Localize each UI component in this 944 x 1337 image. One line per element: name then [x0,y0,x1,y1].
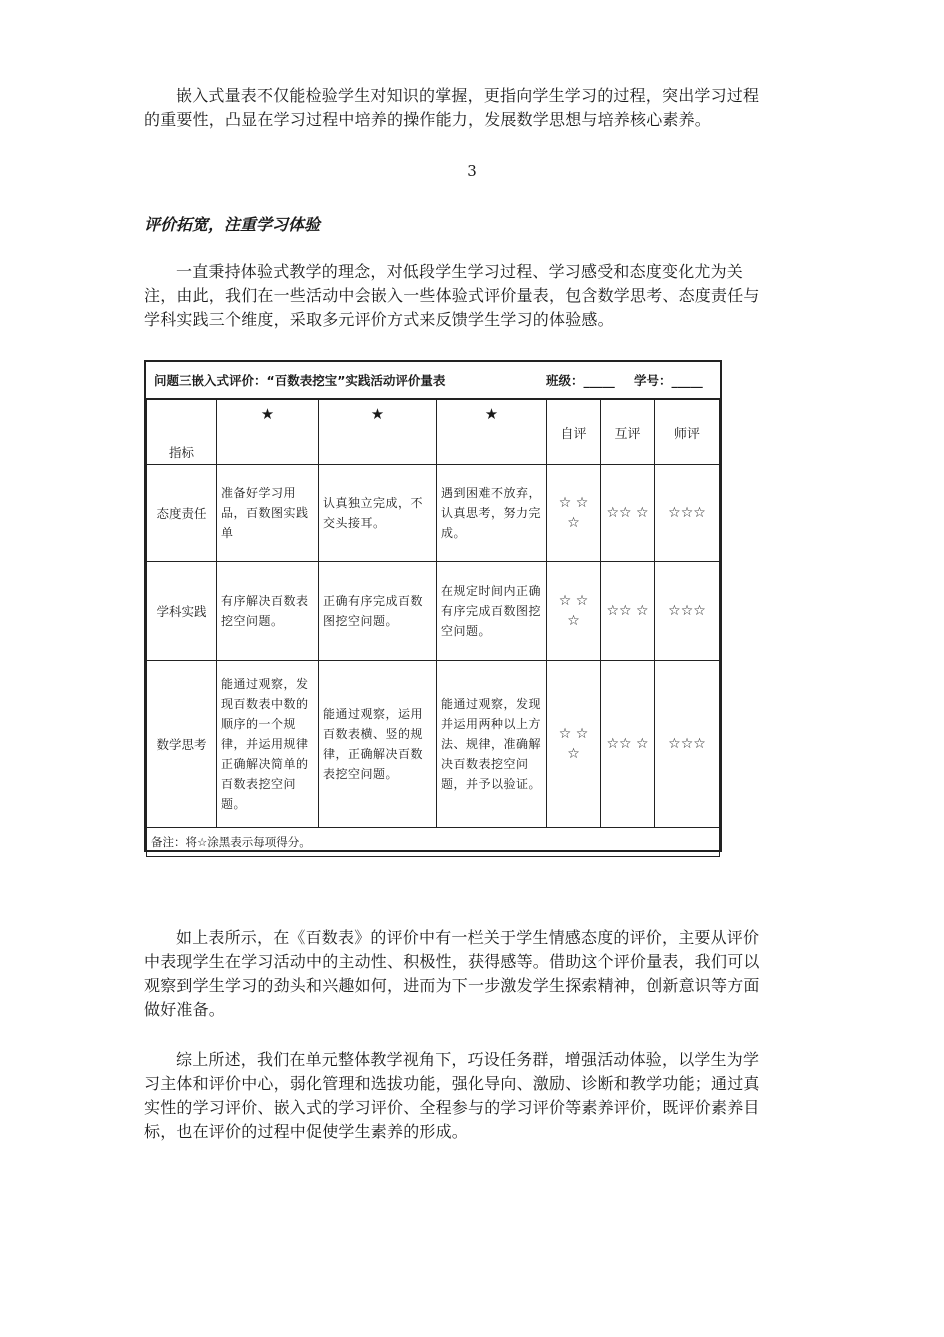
criterion-text: 在规定时间内正确有序完成百数图挖空问题。 [437,562,547,661]
peer-eval-header: 互评 [601,400,655,465]
criterion-text: 正确有序完成百数图挖空问题。 [319,562,437,661]
experience-paragraph: 一直秉持体验式教学的理念，对低段学生学习过程、学习感受和态度变化尤为关注，由此，我们在一些活动中会嵌入一些体验式评价量表，包含数学思考、态度责任与学科实践三个维度，采取多元评价方式来反馈学生学习的体验感。 [144,262,760,329]
level-one-header [217,400,319,465]
rubric-row-practice [147,562,720,661]
rubric-note: 备注：将☆涂黑表示每项得分。 [147,828,720,857]
rubric-row-math [147,661,720,828]
page-number: 3 [467,162,477,180]
self-eval-header: 自评 [547,400,601,465]
intro-paragraph: 嵌入式量表不仅能检验学生对知识的掌握，更指向学生学习的过程，突出学习过程的重要性，凸显在学习过程中培养的操作能力，发展数学思想与培养核心素养。 [144,86,760,129]
indicator-label: 数学思考 [147,661,217,828]
self-eval-stars[interactable]: ☆ ☆ ☆ [547,465,601,562]
indicator-header: 指标 [147,400,217,465]
rubric-note-row [147,828,720,857]
criterion-text: 能通过观察，发现并运用两种以上方法、规律，准确解决百数表挖空问题，并予以验证。 [437,661,547,828]
peer-eval-stars[interactable]: ☆☆ ☆ [601,465,655,562]
class-field: 班级：_____ [546,373,615,388]
teacher-eval-stars[interactable]: ☆☆☆ [655,661,720,828]
section-heading: 评价拓宽，注重学习体验 [144,215,321,234]
self-eval-stars[interactable]: ☆ ☆ ☆ [547,562,601,661]
peer-eval-stars[interactable]: ☆☆ ☆ [601,661,655,828]
criterion-text: 能通过观察，发现百数表中数的顺序的一个规律，并运用规律正确解决简单的百数表挖空问题。 [217,661,319,828]
criterion-text: 准备好学习用品，百数图实践单 [217,465,319,562]
indicator-label: 态度责任 [147,465,217,562]
peer-eval-stars[interactable]: ☆☆ ☆ [601,562,655,661]
indicator-label: 学科实践 [147,562,217,661]
rubric-title: 问题三嵌入式评价：“百数表挖宝”实践活动评价量表 [154,373,446,388]
filled-star-icon: ★ [484,405,499,423]
conclusion-paragraph: 综上所述，我们在单元整体教学视角下，巧设任务群，增强活动体验，以学生为学习主体和评价中心，弱化管理和选拔功能，强化导向、激励、诊断和教学功能；通过真实性的学习评价、嵌入式的学习评价、全程参与的学习评价等素养评价，既评价素养目标，也在评价的过程中促使学生素养的形成。 [144,1050,760,1141]
criterion-text: 能通过观察，运用百数表横、竖的规律，正确解决百数表挖空问题。 [319,661,437,828]
teacher-eval-stars[interactable]: ☆☆☆ [655,562,720,661]
teacher-eval-stars[interactable]: ☆☆☆ [655,465,720,562]
rubric-header-row [147,400,720,465]
filled-star-icon: ★ [370,405,385,423]
filled-star-icon: ★ [260,405,275,423]
level-three-header [437,400,547,465]
analysis-paragraph: 如上表所示，在《百数表》的评价中有一栏关于学生情感态度的评价，主要从评价中表现学生在学习活动中的主动性、积极性，获得感等。借助这个评价量表，我们可以观察到学生学习的劲头和兴趣如何，进而为下一步激发学生探索精神，创新意识等方面做好准备。 [144,928,760,1019]
student-id-field: 学号：_____ [634,373,703,388]
rubric-grid [146,399,720,857]
self-eval-stars[interactable]: ☆ ☆ ☆ [547,661,601,828]
evaluation-rubric-table [144,360,722,852]
rubric-title-row [146,362,720,399]
criterion-text: 认真独立完成，不交头接耳。 [319,465,437,562]
rubric-row-attitude [147,465,720,562]
criterion-text: 有序解决百数表挖空问题。 [217,562,319,661]
level-two-header [319,400,437,465]
criterion-text: 遇到困难不放弃，认真思考，努力完成。 [437,465,547,562]
teacher-eval-header: 师评 [655,400,720,465]
